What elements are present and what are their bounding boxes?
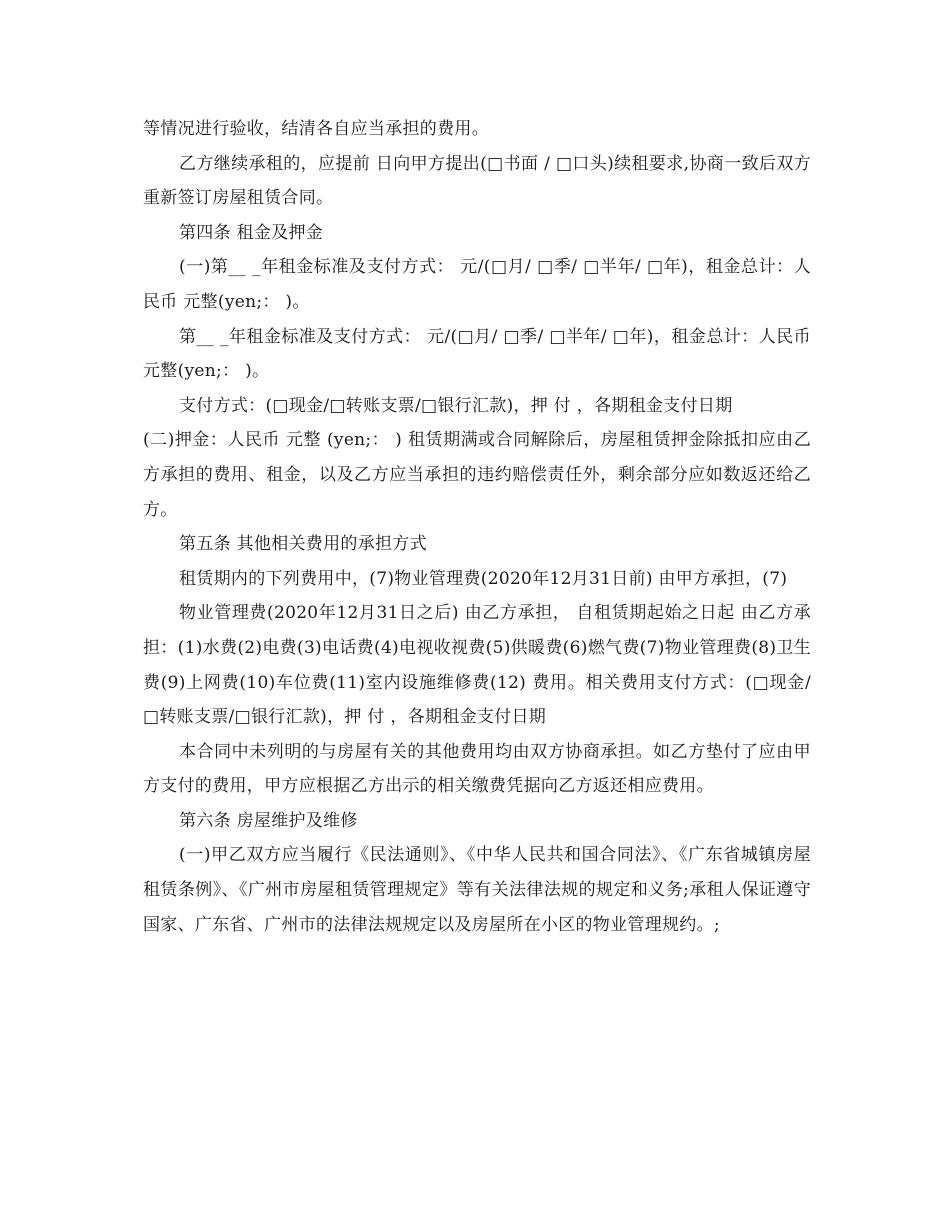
paragraph-4: (一)第__ _年租金标准及支付方式： 元/(□月/ □季/ □半年/ □年)，租金总计：人民币 元整(yen;： )。 [143, 257, 811, 312]
paragraph-11: 本合同中未列明的与房屋有关的其他费用均由双方协商承担。如乙方垫付了应由甲方支付的费用，甲方应根据乙方出示的相关缴费凭据向乙方返还相应费用。 [143, 741, 811, 797]
paragraph-1: 等情况进行验收，结清各自应当承担的费用。 [143, 119, 489, 139]
paragraph-10: 物业管理费(2020年12月31日之后) 由乙方承担， 自租赁期起始之日起 由乙方承担：(1)水费(2)电费(3)电话费(4)电视收视费(5)供暖费(6)燃气费(7)物业管理费(8)卫生费(9)上网费(10)车位费(11)室内设施维修费(12) 费用。相关费用支付方式：(□现金/□转账支票/□银行汇款)，押 付 ，各期租金支付日期 [143, 603, 811, 728]
document-body [143, 112, 811, 942]
section-heading-6: 第六条 房屋维护及维修 [179, 810, 358, 831]
paragraph-2: 乙方继续承租的，应提前 日向甲方提出(□书面 / □口头)续租要求,协商一致后双方重新签订房屋租赁合同。 [143, 153, 811, 209]
paragraph-7: (二)押金：人民币 元整 (yen;： ) 租赁期满或合同解除后，房屋租赁押金除抵扣应由乙方承担的费用、租金，以及乙方应当承担的违约赔偿责任外，剩余部分应如数返还给乙方。 [143, 430, 811, 520]
paragraph-5: 第__ _年租金标准及支付方式： 元/(□月/ □季/ □半年/ □年)，租金总计：人民币 元整(yen;： )。 [143, 326, 811, 382]
paragraph-9: 租赁期内的下列费用中，(7)物业管理费(2020年12月31日前) 由甲方承担，(7) [179, 568, 788, 589]
section-heading-5: 第五条 其他相关费用的承担方式 [179, 534, 427, 555]
section-heading-4: 第四条 租金及押金 [179, 222, 324, 243]
paragraph-13: (一)甲乙双方应当履行《民法通则》、《中华人民共和国合同法》、《广东省城镇房屋租赁条例》、《广州市房屋租赁管理规定》等有关法律法规的规定和义务;承租人保证遵守国家、广东省、广州市的法律法规规定以及房屋所在小区的物业管理规约。; [143, 845, 811, 935]
paragraph-6: 支付方式：(□现金/□转账支票/□银行汇款)，押 付 ，各期租金支付日期 [179, 395, 733, 416]
